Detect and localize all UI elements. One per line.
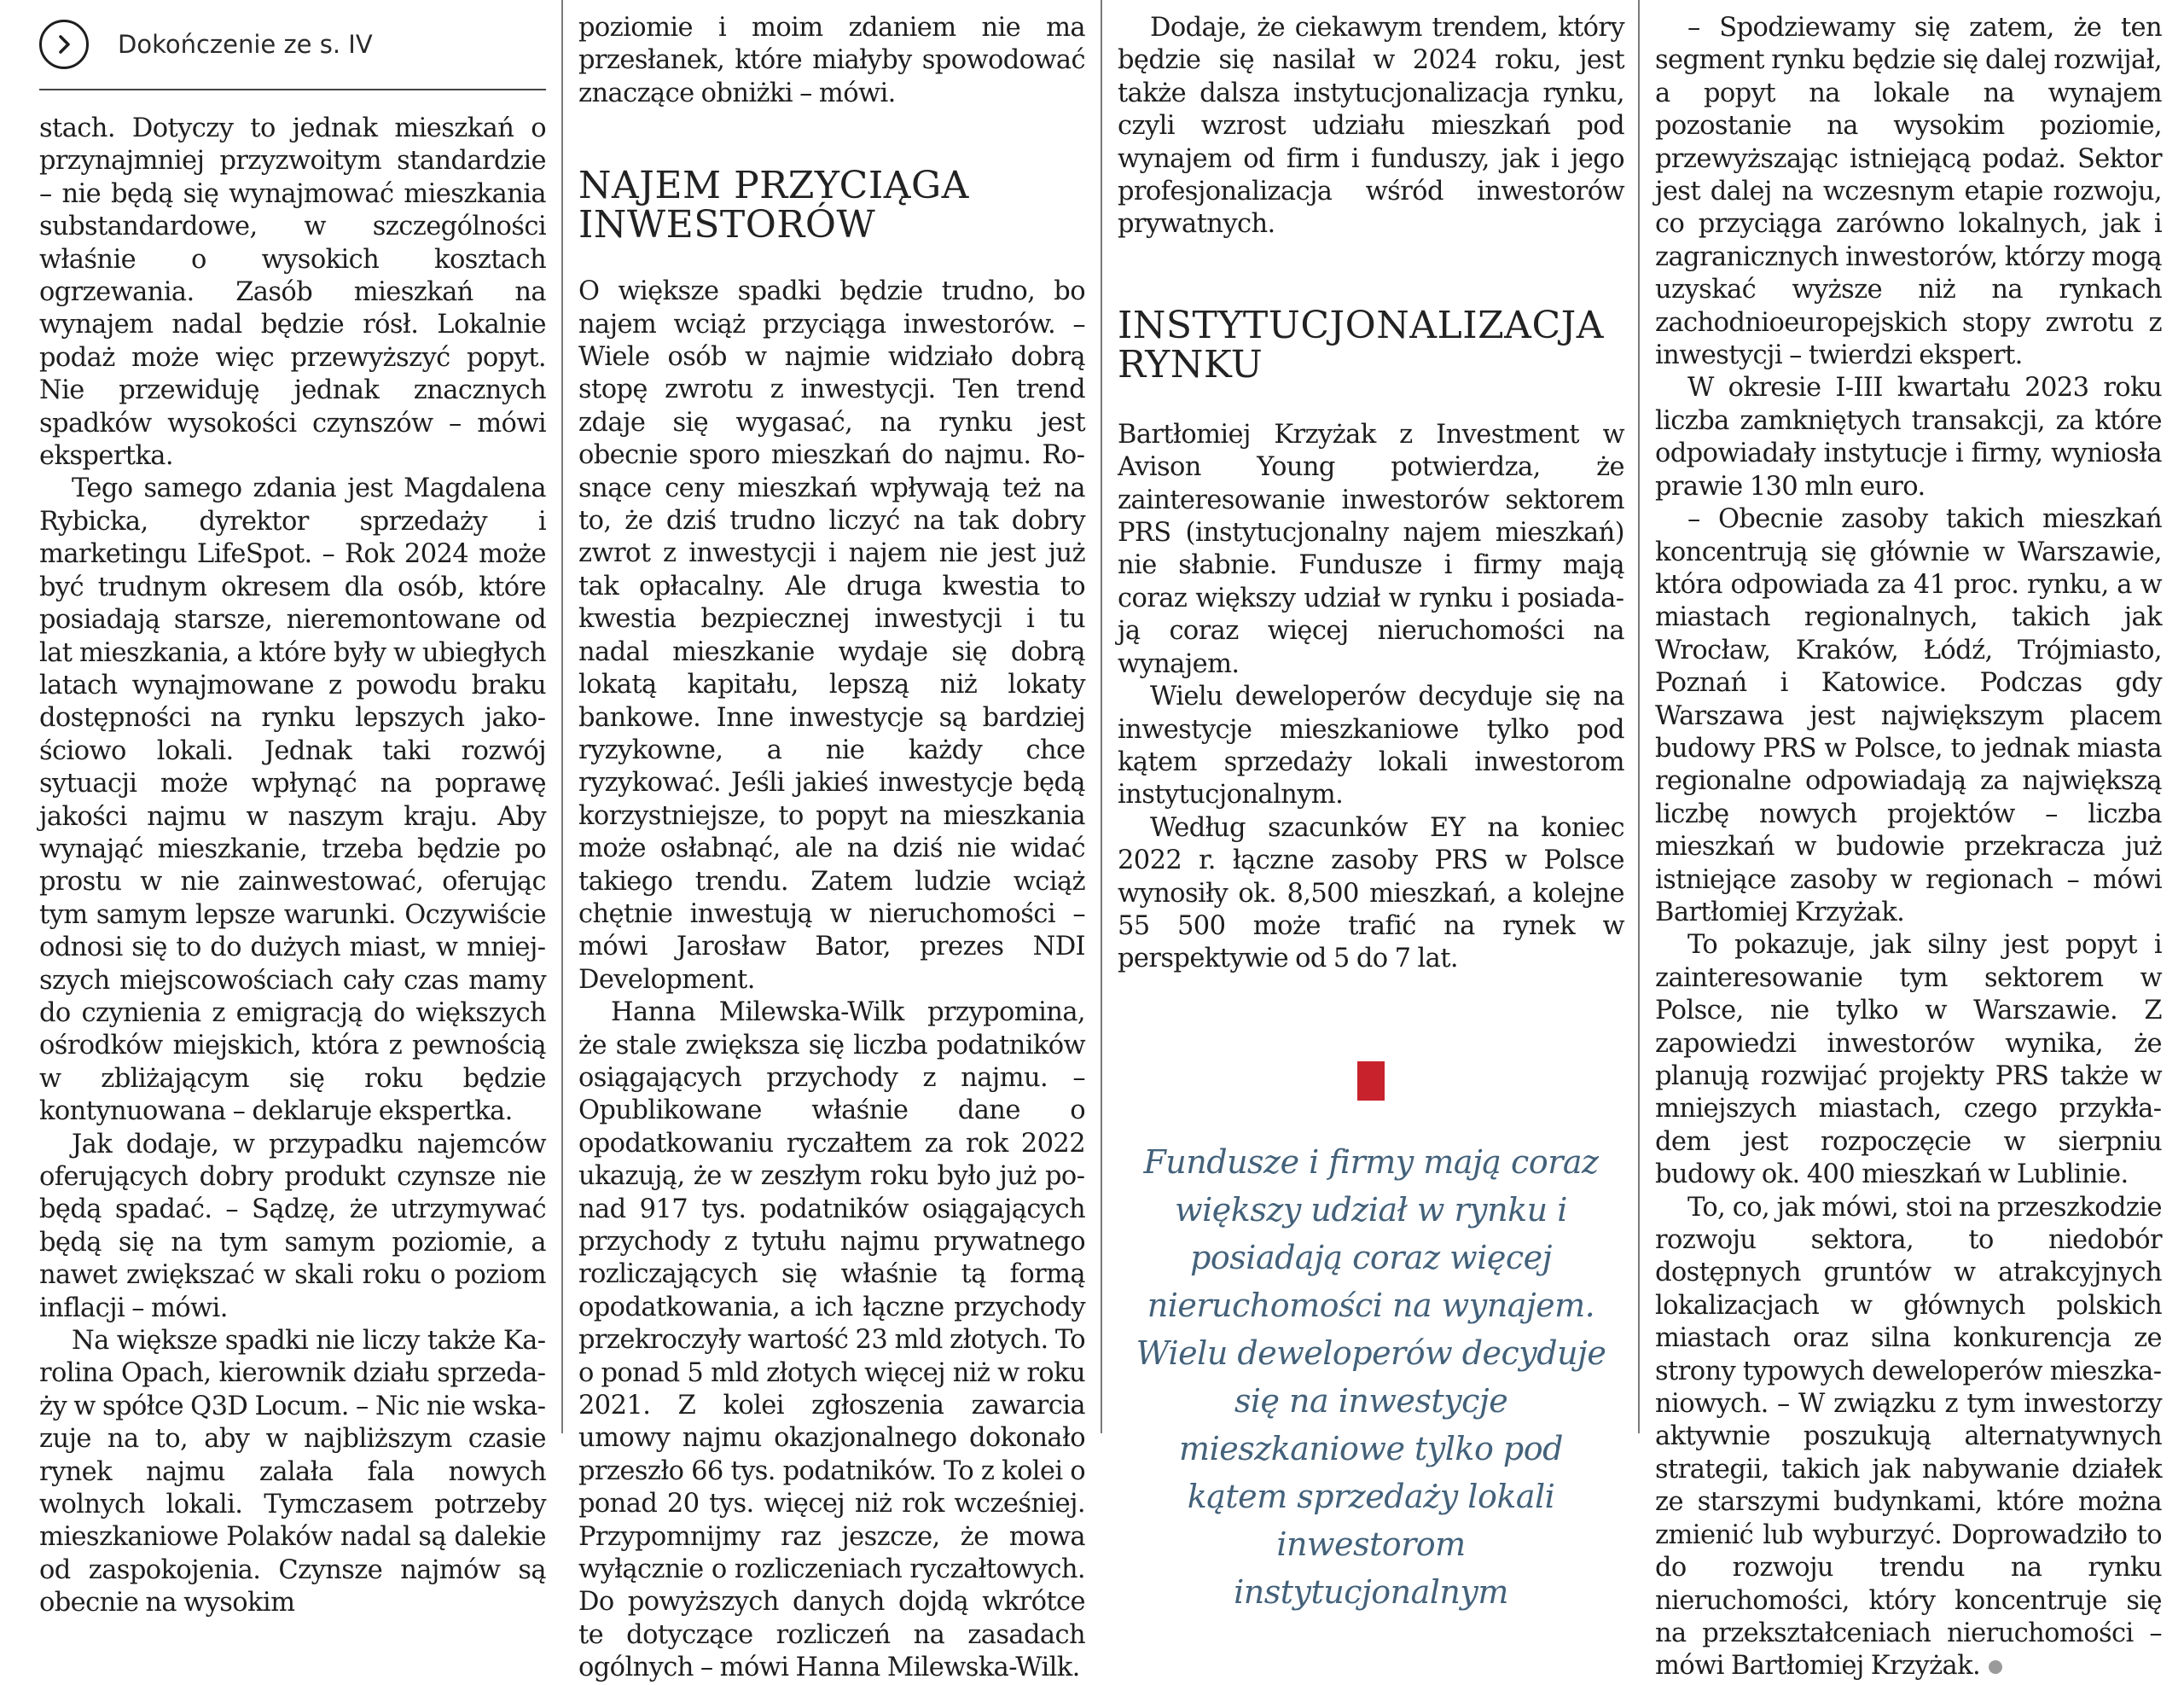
paragraph: O większe spadki będzie trudno, bo najem wciąż przyciąga inwestorów. – Wiele osób w najmie widziało dobrą stopę zwrotu z inwestycji. Ten trend zdaje się wygasać, na rynku jest obecnie sporo mieszkań do najmu. Rosnące ceny mieszkań wpływają też na to, że dziś trudno liczyć na tak dobry zwrot z inwestycji i najem nie jest już tak opłacalny. Ale druga kwestia to kwestia bezpiecznej inwestycji i tu nadal mieszkanie wydaje się dobrą lokatą kapitału, lepszą niż lokaty bankowe. Inne inwestycje są bardziej ryzykowne, a nie każdy chce ryzykować. Jeśli jakieś inwestycje będą korzystniejsze, to popyt na mieszkania może osłabnąć, ale na dziś nie widać takiego trendu. Zatem ludzie wciąż chętnie inwestują w nieruchomości – mówi Jarosław Bator, prezes NDI Development. — [578, 276, 1085, 995]
paragraph: Dodaje, że ciekawym trendem, który będzie się nasilał w 2024 roku, jest także dalsza instytucjonalizacja rynku, czyli wzrost udziału mieszkań pod wynajem od firm i funduszy, jak i jego profesjonalizacja wśród inwestorów prywatnych. — [1118, 13, 1624, 240]
paragraph: To pokazuje, jak silny jest popyt i zainteresowanie tym sektorem w Polsce, nie tylko w Warszawie. Z zapowiedzi inwestorów wynika, że planują rozwijać projekty PRS także w mniejszych miastach, czego przykładem jest rozpoczęcie w sierpniu budowy ok. 400 mieszkań w Lublinie. — [1655, 930, 2162, 1190]
continuation-note[interactable] — [39, 0, 546, 90]
pull-quote: Fundusze i firmy mają coraz większy udział w rynku i posiadają coraz więcej nieruchomości na wynajem. Wielu deweloperów decyduje się na inwestycje mieszkaniowe tylko pod kątem sprzedaży lokali inwestorom instytucjonalnym — [1136, 1142, 1606, 1611]
article-column-4 — [1655, 0, 2162, 1682]
section-heading-instytucjonalizacja: INSTYTUCJONALIZACJA RYNKU — [1118, 303, 1605, 386]
chevron-right-icon[interactable] — [39, 20, 89, 69]
pull-quote-box — [1118, 1061, 1624, 1616]
paragraph: Wielu deweloperów decyduje się na inwestycje mieszkaniowe tylko pod kątem sprzedaży lokali inwestorom instytucjonalnym. — [1118, 682, 1624, 811]
paragraph-text: To, co, jak mówi, stoi na przeszkodzie rozwoju sektora, to niedobór dostępnych gruntów w atrakcyjnych lokalizacjach w głównych polskich miastach oraz silna konkurencja ze strony typowych deweloperów mieszkaniowych. – W związku z tym inwestorzy aktywnie poszukują alternatywnych strategii, takich jak nabywanie działek ze starszymi budynkami, które można zmienić lub wyburzyć. Doprowadziło to do rozwoju trendu na rynku nieruchomości, który koncentruje się na przekształceniach nieruchomości – mówi Bartłomiej Krzyżak. — [1655, 1192, 2162, 1682]
paragraph: Hanna Milewska-Wilk przypomina, że stale zwiększa się liczba podatników osiągających przychody z najmu. – Opublikowane właśnie dane o opodatkowaniu ryczałtem za rok 2022 ukazują, że w zeszłym roku było już ponad 917 tys. podatników osiągających przychody z tytułu najmu prywatnego rozliczających się właśnie tą formą opodatkowania, a ich łączne przychody przekroczyły wartość 23 mld złotych. To o ponad 5 mld złotych więcej niż w roku 2021. Z kolei zgłoszenia zawarcia umowy najmu okazjonalnego dokonało przeszło 66 tys. podatników. To z kolei o ponad 20 tys. więcej niż rok wcześniej. Przypomnijmy raz jeszcze, że mowa wyłącznie o rozliczeniach ryczałtowych. Do powyższych danych dojdą wkrótce te dotyczące rozliczeń na zasadach ogólnych – mówi Hanna Milewska-Wilk. — [578, 997, 1085, 1683]
article-column-3 — [1118, 0, 1624, 1611]
column-divider — [561, 0, 563, 1433]
paragraph: stach. Dotyczy to jednak mieszkań o przynajmniej przyzwoitym standardzie – nie będą się wynajmować mieszkania substandardowe, w szczególności właśnie o wysokich kosztach ogrzewania. Zasób mieszkań na wynajem nadal będzie rósł. Lokalnie podaż może więc przewyższyć popyt. Nie przewiduję jednak znacznych spadków wysokości czynszów – mówi ekspertka. — [39, 113, 546, 472]
quote-marker — [1357, 1061, 1385, 1101]
paragraph: Na większe spadki nie liczy także Karolina Opach, kierownik działu sprzedaży w spółce Q3D Locum. – Nic nie wskazuje na to, aby w najbliższym czasie rynek najmu zalała fala nowych wolnych lokali. Tymczasem potrzeby mieszkaniowe Polaków nadal są dalekie od zaspokojenia. Czynsze najmów są obecnie na wysokim — [39, 1326, 546, 1618]
paragraph: – Obecnie zasoby takich mieszkań koncentrują się głównie w Warszawie, która odpowiada za 41 proc. rynku, a w miastach regionalnych, takich jak Wrocław, Kraków, Łódź, Trójmiasto, Poznań i Katowice. Podczas gdy Warszawa jest największym placem budowy PRS w Polsce, to jednak miasta regionalne odpowiadają za największą liczbę nowych projektów – liczba mieszkań w budowie przekracza już istniejące zasoby w regionach – mówi Bartłomiej Krzyżak. — [1655, 504, 2162, 927]
article-column-1 — [39, 0, 546, 1618]
section-heading-najem: NAJEM PRZYCIĄGA INWESTORÓW — [578, 164, 969, 247]
paragraph-final — [1655, 1192, 2162, 1683]
paragraph: Jak dodaje, w przypadku najemców oferujących dobry produkt czynsze nie będą spadać. – Sądzę, że utrzymywać będą się na tym samym poziomie, a nawet zwiększać w skali roku o poziom inflacji – mówi. — [39, 1129, 546, 1323]
column-divider — [1638, 0, 1640, 1433]
article-column-2 — [578, 0, 1085, 1683]
column-divider — [1101, 0, 1102, 1433]
paragraph: poziomie i moim zdaniem nie ma przesłanek, które miałyby spowodować znaczące obniżki – mówi. — [578, 13, 1085, 108]
paragraph: W okresie I-III kwartału 2023 roku liczba zamkniętych transakcji, za które odpowiadały instytucje i firmy, wyniosła prawie 130 mln euro. — [1655, 373, 2162, 502]
paragraph: – Spodziewamy się zatem, że ten segment rynku będzie się dalej rozwijał, a popyt na lokale na wynajem pozostanie na wysokim poziomie, przewyższając istniejącą podaż. Sektor jest dalej na wczesnym etapie rozwoju, co przyciąga zarówno lokalnych, jak i zagranicznych inwestorów, którzy mogą uzyskać wyższe niż na rynkach zachodnioeuropejskich stopy zwrotu z inwestycji – twierdzi ekspert. — [1655, 13, 2162, 371]
paragraph: Bartłomiej Krzyżak z Investment w Avison Young potwierdza, że zainteresowanie inwestorów sektorem PRS (instytucjonalny najem mieszkań) nie słabnie. Fundusze i firmy mają coraz większy udział w rynku i posiadają coraz więcej nieruchomości na wynajem. — [1118, 419, 1624, 679]
paragraph: Według szacunków EY na koniec 2022 r. łączne zasoby PRS w Polsce wynosiły ok. 8,500 mieszkań, a kolejne 55 500 może trafić na rynek w perspektywie od 5 do 7 lat. — [1118, 812, 1624, 974]
end-of-article-mark — [1989, 1660, 2002, 1674]
continuation-text: Dokończenie ze s. IV — [118, 30, 373, 59]
paragraph: Tego samego zdania jest Magdalena Rybicka, dyrektor sprzedaży i marketingu LifeSpot. – Rok 2024 może być trudnym okresem dla osób, które posiadają starsze, nieremontowane od lat mieszkania, a które były w ubiegłych latach wynajmowane z powodu braku dostępności na rynku lepszych jakościowo lokali. Jednak taki rozwój sytuacji może wpłynąć na poprawę jakości najmu w naszym kraju. Aby wynająć mieszkanie, trzeba będzie po prostu w nie zainwestować, oferując tym samym lepsze warunki. Oczywiście odnosi się to do dużych miast, w mniejszych miejscowościach cały czas mamy do czynienia z emigracją do większych ośrodków miejskich, która z pewnością w zbliżającym się roku będzie kontynuowana – deklaruje ekspertka. — [39, 474, 546, 1127]
